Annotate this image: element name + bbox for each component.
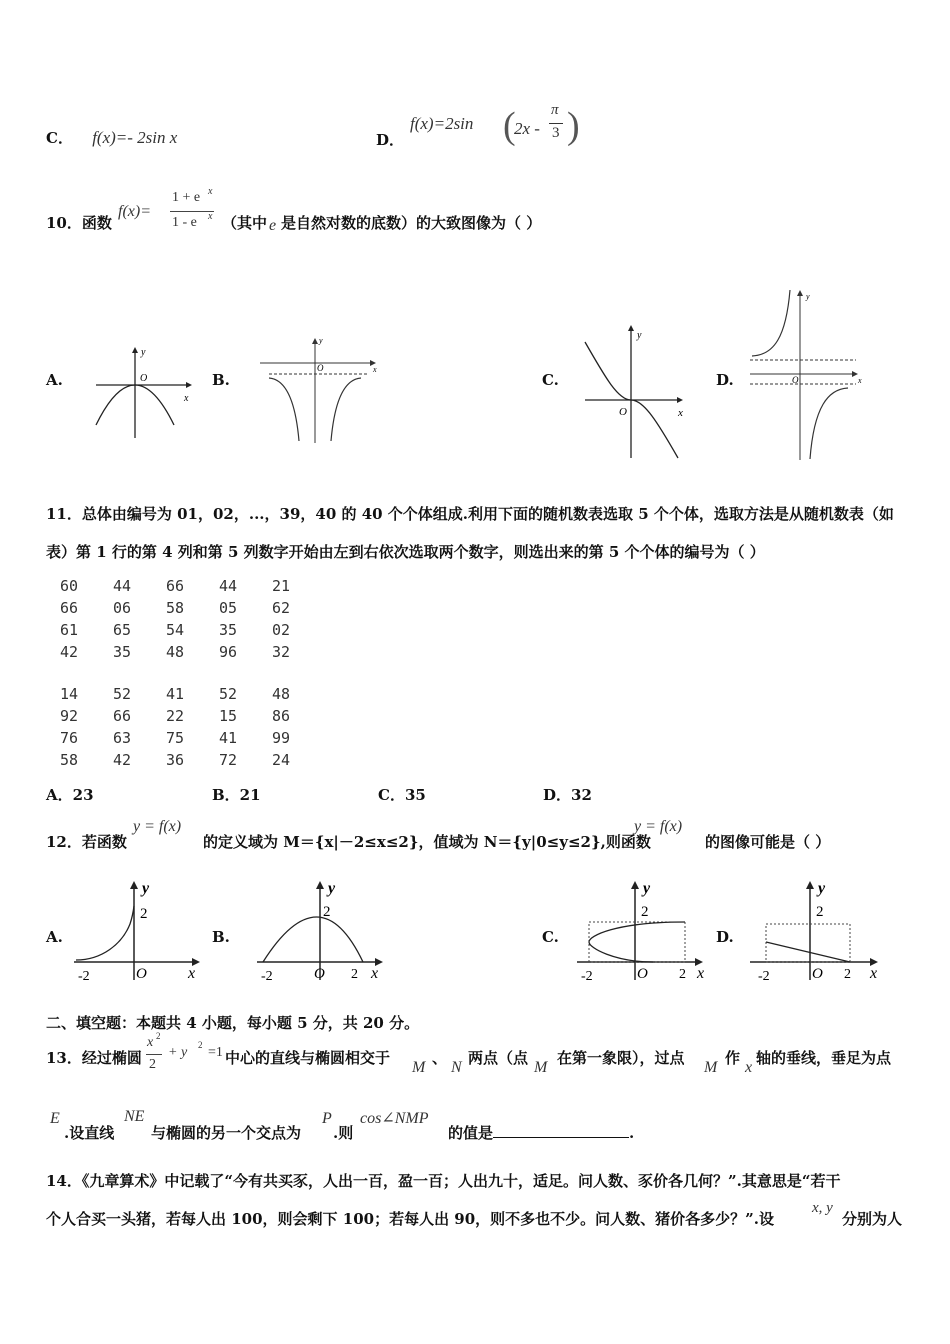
q12a-tick-neg2: -2 [78,969,90,984]
q9-c-formula: f(x)=- 2sin x [92,128,178,147]
q9-option-c: C． f(x)=- 2sin x [46,128,178,147]
q12d-tick-neg2: -2 [758,969,770,984]
q12c-tick-2: 2 [641,904,649,920]
q10d-x-label: x [858,376,862,385]
q12-option-a-label: A. [46,928,63,946]
section-2-heading: 二、填空题：本题共 4 小题，每小题 5 分，共 20 分。 [46,1014,420,1032]
q11-choice-d: D．32 [543,786,592,804]
q10c-y-label: y [637,330,642,341]
q10a-y-label: y [141,347,146,358]
q12c-origin: O [637,966,648,982]
table-row: 14 52 41 52 48 [60,685,291,703]
q11-choice-b: B．21 [212,786,261,804]
q12-option-c-label: C. [542,928,559,946]
q12a-origin: O [136,966,147,982]
q10-graph-a [90,345,200,440]
q11-stem-line2: 表）第 1 行的第 4 列和第 5 列数字开始由左到右依次选取两个数字，则选出来的第 5 个个体的编号为（ ） [46,543,765,561]
q12d-tick-2: 2 [816,904,824,920]
q12b-tick-pos2: 2 [351,967,358,982]
q12c-tick-neg2: -2 [581,969,593,984]
table-row: 66 06 58 05 62 [60,599,291,617]
q11-choice-c: C．35 [378,786,426,804]
table-row: 92 66 22 15 86 [60,707,291,725]
q12d-origin: O [812,966,823,982]
q11-choice-a: A．23 [46,786,94,804]
q11-stem-line1: 11．总体由编号为 01，02，...，39，40 的 40 个个体组成.利用下面的随机数表选取 5 个个体，选取方法是从随机数表（如 [46,505,894,523]
q12-graph-a [72,878,212,983]
q10b-y-label: y [319,336,323,345]
table-row: 61 65 54 35 02 [60,621,291,639]
q12a-y-label: y [142,880,150,897]
q10b-x-label: x [373,365,377,374]
q10-option-d-label: D. [716,371,734,389]
q12b-origin: O [314,966,325,982]
q10d-y-label: y [806,292,810,301]
q12a-x-label: x [188,965,196,982]
q13-stem-line2: E .设直线 NE 与椭圆的另一个交点为 P .则 cos∠NMP 的值是 . [50,1108,635,1142]
q12d-tick-pos2: 2 [844,967,851,982]
q12-graph-c [575,878,715,983]
q10c-origin-label: O [619,406,627,418]
q10a-x-label: x [184,393,189,404]
q9-option-d-label: D． [376,131,405,149]
q12-graph-b [255,878,395,983]
q12b-tick-2: 2 [323,904,331,920]
q10b-origin-label: O [317,363,324,373]
q12d-x-label: x [870,965,878,982]
q11-random-table-2 [60,685,325,773]
q12a-tick-2: 2 [140,906,148,922]
q11-random-table-1 [60,577,325,665]
q10-option-c-label: C. [542,371,559,389]
q10-graph-c [580,322,695,460]
q10-option-b-label: B. [212,371,230,389]
q12b-x-label: x [371,965,379,982]
table-row: 60 44 66 44 21 [60,577,291,595]
q12d-y-label: y [818,880,826,897]
q12c-x-label: x [697,965,705,982]
q10a-origin-label: O [140,373,148,384]
q10-stem: 10．函数 f(x)= 1 + e x 1 - e x （其中 e 是自然对数的底数）的大致图像为（ ） [46,186,542,234]
q13-answer-blank[interactable] [493,1123,629,1138]
q14-stem-line1: 14．《九章算术》中记载了“今有共买豕，人出一百，盈一百；人出九十，适足。问人数、豕价各几何？”.其意思是“若干 [46,1172,841,1190]
q12-graph-d [748,878,888,983]
q12b-tick-neg2: -2 [261,969,273,984]
q12-option-b-label: B. [212,928,230,946]
q10-graph-b [255,335,385,445]
q13-stem-line1: 13．经过椭圆 x 2 2 + y 2 =1 中心的直线与椭圆相交于 M 、 N 两点（点 M 在第一象限），过点 M 作 x 轴的垂线，垂足为点 [46,1031,892,1076]
table-row: 58 42 36 72 24 [60,751,291,769]
q14-stem-line2: 个人合买一头猪，若每人出 100，则会剩下 100；若每人出 90，则不多也不少。问人数、猪价各多少？”.设 x, y 分别为人 [46,1200,903,1228]
q12-stem: 12．若函数 y = f(x) 的定义域为 M＝{x|－2≤x≤2}，值域为 N＝{y|0≤y≤2},则函数 y = f(x) 的图像可能是（ ） [46,818,831,851]
q10c-x-label: x [678,407,683,419]
q10d-origin-label: O [792,375,799,385]
q10-option-a-label: A. [46,371,63,389]
q12-option-d-label: D. [716,928,734,946]
table-row: 76 63 75 41 99 [60,729,291,747]
q12c-tick-pos2: 2 [679,967,686,982]
table-row: 42 35 48 96 32 [60,643,291,661]
q12c-y-label: y [643,880,651,897]
q10-graph-d [748,287,873,462]
q12b-y-label: y [328,880,336,897]
